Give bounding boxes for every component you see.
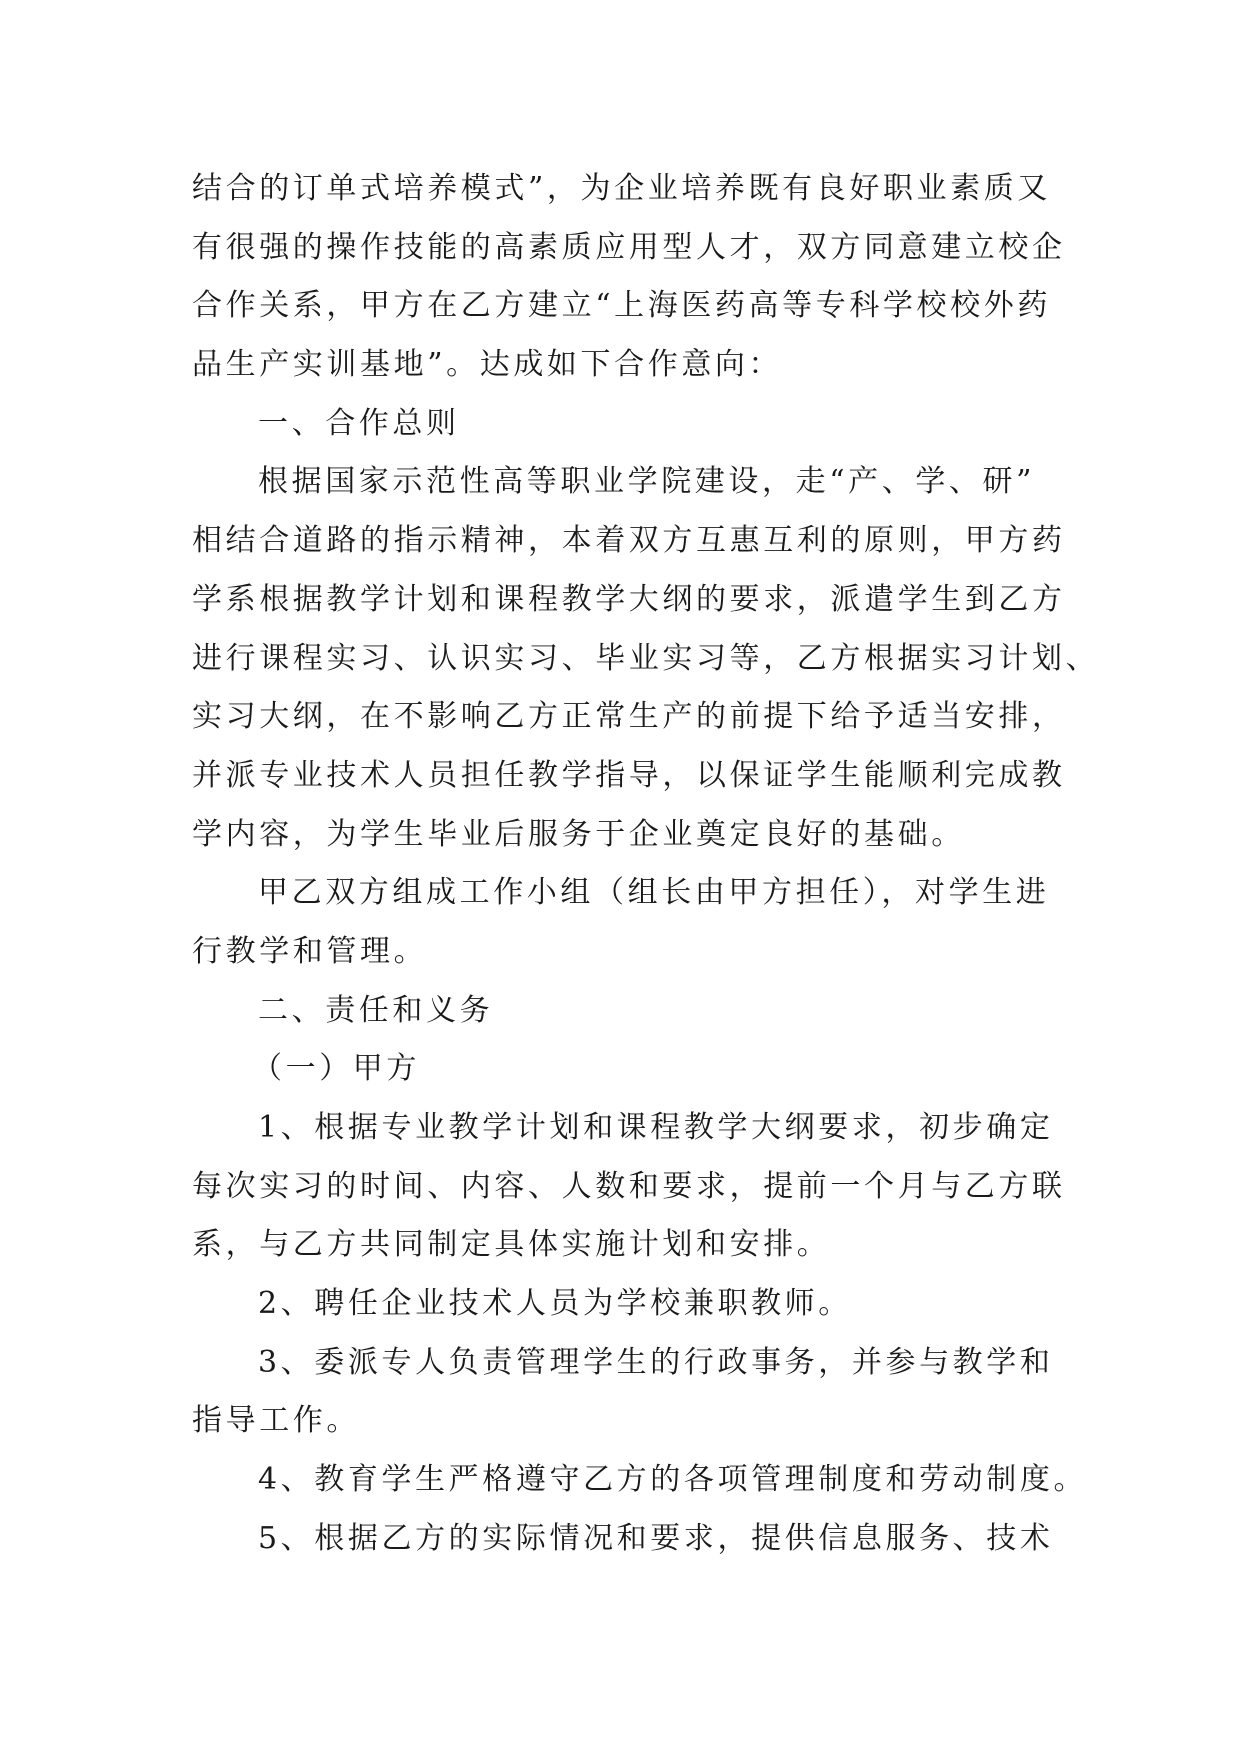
list-item: 2、聘任企业技术人员为学校兼职教师。	[258, 1286, 852, 1322]
text-line: 甲乙双方组成工作小组（组长由甲方担任），对学生进	[258, 875, 1050, 911]
text-line: 学系根据教学计划和课程教学大纲的要求，派遣学生到乙方	[192, 581, 1066, 617]
text-line: 结合的订单式培养模式”，为企业培养既有良好职业素质又	[192, 171, 1051, 206]
list-item: 4、教育学生严格遵守乙方的各项管理制度和劳动制度。	[258, 1462, 1088, 1498]
text-line: 并派专业技术人员担任教学指导，以保证学生能顺利完成教	[192, 757, 1066, 793]
text-line: 进行课程实习、认识实习、毕业实习等，乙方根据实习计划、	[192, 640, 1100, 676]
list-item: 5、根据乙方的实际情况和要求，提供信息服务、技术	[258, 1520, 1054, 1556]
text-line: 品生产实训基地”。达成如下合作意向：	[192, 347, 783, 383]
document-body	[192, 160, 1100, 1569]
text-line: 行教学和管理。	[192, 933, 428, 969]
section-heading: 一、合作总则	[258, 405, 460, 441]
subsection-heading: （一）甲方	[252, 1051, 420, 1087]
text-line: 合作关系，甲方在乙方建立“上海医药高等专科学校校外药	[192, 288, 1051, 324]
text-line: 学内容，为学生毕业后服务于企业奠定良好的基础。	[192, 816, 965, 852]
text-line: 每次实习的时间、内容、人数和要求，提前一个月与乙方联	[192, 1168, 1066, 1204]
text-line: 有很强的操作技能的高素质应用型人才，双方同意建立校企	[192, 229, 1066, 265]
text-line: 根据国家示范性高等职业学院建设，走“产、学、研”	[258, 464, 1036, 500]
section-heading: 二、责任和义务	[258, 992, 494, 1028]
text-line: 指导工作。	[192, 1403, 360, 1439]
text-line: 相结合道路的指示精神，本着双方互惠互利的原则，甲方药	[192, 523, 1066, 559]
list-item: 3、委派专人负责管理学生的行政事务，并参与教学和	[258, 1344, 1054, 1380]
text-line: 系，与乙方共同制定具体实施计划和安排。	[192, 1227, 831, 1263]
list-item: 1、根据专业教学计划和课程教学大纲要求，初步确定	[258, 1110, 1054, 1145]
text-line: 实习大纲，在不影响乙方正常生产的前提下给予适当安排，	[192, 699, 1066, 735]
